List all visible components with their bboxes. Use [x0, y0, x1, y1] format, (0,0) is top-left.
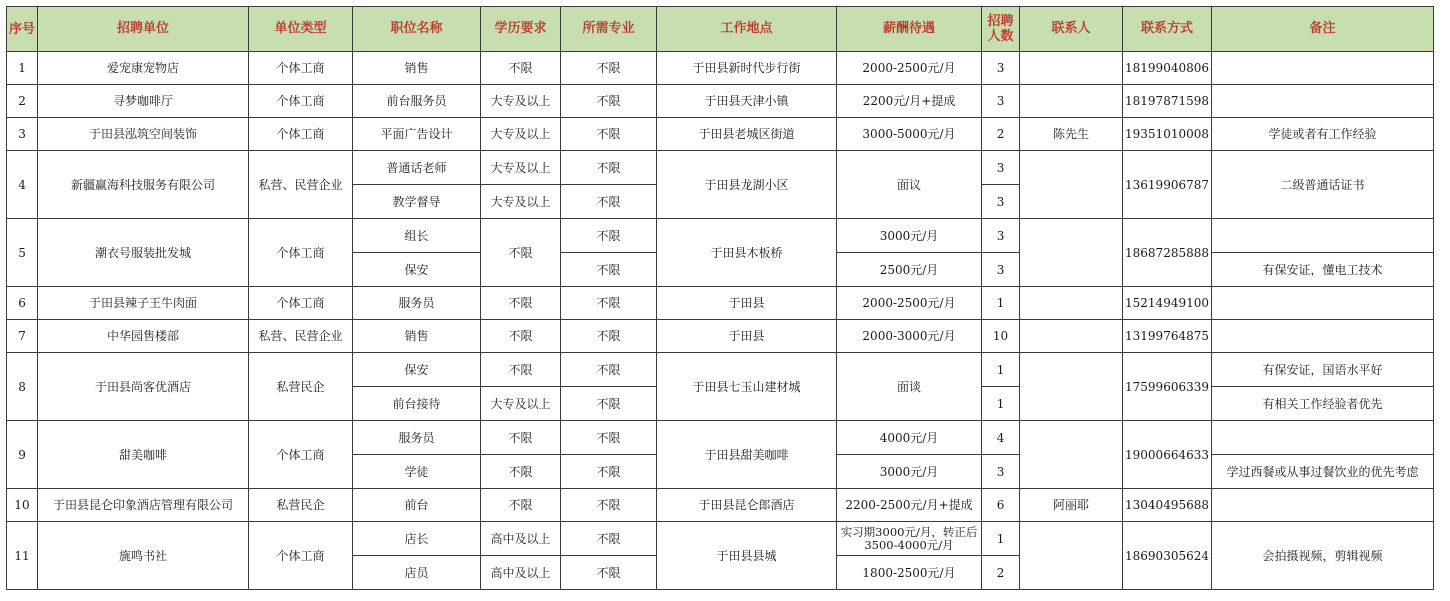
cell-position: 店员	[353, 556, 481, 590]
cell-seq: 1	[7, 52, 38, 85]
cell-contact	[1020, 287, 1123, 320]
header-position: 职位名称	[353, 7, 481, 52]
cell-count: 6	[982, 489, 1020, 522]
cell-position: 前台服务员	[353, 85, 481, 118]
cell-notes	[1212, 287, 1434, 320]
cell-phone: 13040495688	[1123, 489, 1212, 522]
cell-company: 甜美咖啡	[38, 421, 249, 489]
cell-seq: 6	[7, 287, 38, 320]
cell-education: 高中及以上	[481, 522, 561, 556]
header-count: 招聘人数	[982, 7, 1020, 52]
cell-education: 大专及以上	[481, 151, 561, 185]
cell-seq: 3	[7, 118, 38, 151]
cell-education: 不限	[481, 52, 561, 85]
cell-education: 不限	[481, 455, 561, 489]
cell-contact	[1020, 52, 1123, 85]
header-seq: 序号	[7, 7, 38, 52]
cell-notes	[1212, 219, 1434, 253]
cell-count: 3	[982, 151, 1020, 185]
cell-salary: 2000-2500元/月	[837, 52, 982, 85]
cell-major: 不限	[561, 455, 657, 489]
header-education: 学历要求	[481, 7, 561, 52]
header-contact: 联系人	[1020, 7, 1123, 52]
cell-position: 普通话老师	[353, 151, 481, 185]
cell-major: 不限	[561, 118, 657, 151]
cell-salary: 实习期3000元/月，转正后3500-4000元/月	[837, 522, 982, 556]
cell-notes	[1212, 421, 1434, 455]
cell-position: 教学督导	[353, 185, 481, 219]
cell-education: 大专及以上	[481, 118, 561, 151]
cell-phone: 19000664633	[1123, 421, 1212, 489]
cell-location: 于田县县城	[657, 522, 837, 590]
cell-count: 1	[982, 522, 1020, 556]
cell-company: 于田县昆仑印象酒店管理有限公司	[38, 489, 249, 522]
cell-location: 于田县龙湖小区	[657, 151, 837, 219]
cell-phone: 13619906787	[1123, 151, 1212, 219]
cell-notes	[1212, 489, 1434, 522]
table-row	[7, 85, 1434, 118]
cell-company: 新疆赢海科技服务有限公司	[38, 151, 249, 219]
cell-major: 不限	[561, 421, 657, 455]
cell-phone: 17599606339	[1123, 353, 1212, 421]
cell-count: 3	[982, 253, 1020, 287]
cell-position: 店长	[353, 522, 481, 556]
cell-salary: 2200元/月+提成	[837, 85, 982, 118]
cell-location: 于田县七玉山建材城	[657, 353, 837, 421]
cell-seq: 4	[7, 151, 38, 219]
cell-notes: 有保安证，国语水平好	[1212, 353, 1434, 387]
cell-major: 不限	[561, 320, 657, 353]
cell-count: 3	[982, 185, 1020, 219]
cell-education: 大专及以上	[481, 85, 561, 118]
cell-company: 寻梦咖啡厅	[38, 85, 249, 118]
cell-position: 前台接待	[353, 387, 481, 421]
cell-type: 个体工商	[249, 52, 353, 85]
cell-phone: 18197871598	[1123, 85, 1212, 118]
cell-contact	[1020, 151, 1123, 219]
cell-type: 个体工商	[249, 219, 353, 287]
header-major: 所需专业	[561, 7, 657, 52]
cell-count: 3	[982, 52, 1020, 85]
cell-salary: 1800-2500元/月	[837, 556, 982, 590]
cell-seq: 7	[7, 320, 38, 353]
cell-location: 于田县木板桥	[657, 219, 837, 287]
cell-location: 于田县	[657, 287, 837, 320]
cell-education: 不限	[481, 287, 561, 320]
cell-major: 不限	[561, 556, 657, 590]
table-row	[7, 489, 1434, 522]
cell-count: 2	[982, 118, 1020, 151]
table-row	[7, 219, 1434, 253]
cell-education: 高中及以上	[481, 556, 561, 590]
cell-position: 销售	[353, 52, 481, 85]
cell-major: 不限	[561, 287, 657, 320]
header-row	[7, 7, 1434, 52]
cell-phone: 18199040806	[1123, 52, 1212, 85]
cell-education: 不限	[481, 353, 561, 387]
cell-company: 于田县尚客优酒店	[38, 353, 249, 421]
cell-phone: 18687285888	[1123, 219, 1212, 287]
cell-contact: 陈先生	[1020, 118, 1123, 151]
cell-position: 平面广告设计	[353, 118, 481, 151]
cell-phone: 19351010008	[1123, 118, 1212, 151]
cell-type: 私营民企	[249, 353, 353, 421]
cell-salary: 面谈	[837, 353, 982, 421]
cell-type: 私营、民营企业	[249, 151, 353, 219]
cell-contact	[1020, 522, 1123, 590]
cell-count: 1	[982, 387, 1020, 421]
cell-seq: 2	[7, 85, 38, 118]
cell-major: 不限	[561, 353, 657, 387]
recruitment-table	[6, 6, 1434, 590]
cell-position: 学徒	[353, 455, 481, 489]
cell-contact	[1020, 85, 1123, 118]
table-row	[7, 320, 1434, 353]
table-row	[7, 118, 1434, 151]
header-location: 工作地点	[657, 7, 837, 52]
cell-salary: 2200-2500元/月+提成	[837, 489, 982, 522]
cell-major: 不限	[561, 489, 657, 522]
cell-major: 不限	[561, 85, 657, 118]
cell-education: 大专及以上	[481, 185, 561, 219]
cell-contact	[1020, 219, 1123, 287]
header-phone: 联系方式	[1123, 7, 1212, 52]
cell-notes: 有保安证，懂电工技术	[1212, 253, 1434, 287]
cell-notes	[1212, 320, 1434, 353]
cell-major: 不限	[561, 253, 657, 287]
cell-salary: 2000-3000元/月	[837, 320, 982, 353]
header-notes: 备注	[1212, 7, 1434, 52]
cell-salary: 4000元/月	[837, 421, 982, 455]
cell-location: 于田县昆仑郎酒店	[657, 489, 837, 522]
table-row	[7, 421, 1434, 455]
header-salary: 薪酬待遇	[837, 7, 982, 52]
cell-notes: 有相关工作经验者优先	[1212, 387, 1434, 421]
cell-location: 于田县	[657, 320, 837, 353]
cell-type: 个体工商	[249, 118, 353, 151]
cell-phone: 13199764875	[1123, 320, 1212, 353]
cell-major: 不限	[561, 219, 657, 253]
cell-salary: 2000-2500元/月	[837, 287, 982, 320]
cell-education: 不限	[481, 489, 561, 522]
cell-company: 旐鸣书社	[38, 522, 249, 590]
cell-type: 个体工商	[249, 287, 353, 320]
header-company: 招聘单位	[38, 7, 249, 52]
cell-major: 不限	[561, 151, 657, 185]
cell-notes	[1212, 85, 1434, 118]
cell-notes: 二级普通话证书	[1212, 151, 1434, 219]
cell-position: 前台	[353, 489, 481, 522]
cell-type: 私营民企	[249, 489, 353, 522]
cell-major: 不限	[561, 52, 657, 85]
cell-salary: 3000元/月	[837, 219, 982, 253]
cell-location: 于田县新时代步行街	[657, 52, 837, 85]
cell-position: 销售	[353, 320, 481, 353]
cell-count: 2	[982, 556, 1020, 590]
cell-count: 1	[982, 353, 1020, 387]
cell-count: 10	[982, 320, 1020, 353]
cell-position: 服务员	[353, 421, 481, 455]
cell-seq: 10	[7, 489, 38, 522]
cell-type: 个体工商	[249, 522, 353, 590]
cell-count: 3	[982, 219, 1020, 253]
table-row	[7, 151, 1434, 185]
cell-notes: 会拍摄视频，剪辑视频	[1212, 522, 1434, 590]
cell-company: 爱宠康宠物店	[38, 52, 249, 85]
cell-company: 于田县泓筑空间装饰	[38, 118, 249, 151]
table-row	[7, 52, 1434, 85]
cell-seq: 5	[7, 219, 38, 287]
cell-type: 私营、民营企业	[249, 320, 353, 353]
cell-education: 不限	[481, 421, 561, 455]
cell-location: 于田县天津小镇	[657, 85, 837, 118]
cell-contact	[1020, 353, 1123, 421]
cell-education: 大专及以上	[481, 387, 561, 421]
cell-count: 3	[982, 455, 1020, 489]
cell-company: 于田县辣子王牛肉面	[38, 287, 249, 320]
cell-salary: 面议	[837, 151, 982, 219]
cell-notes: 学过西餐或从事过餐饮业的优先考虑	[1212, 455, 1434, 489]
cell-salary: 2500元/月	[837, 253, 982, 287]
cell-notes: 学徒或者有工作经验	[1212, 118, 1434, 151]
cell-count: 3	[982, 85, 1020, 118]
cell-seq: 9	[7, 421, 38, 489]
cell-position: 服务员	[353, 287, 481, 320]
table-row	[7, 522, 1434, 556]
cell-notes	[1212, 52, 1434, 85]
cell-position: 保安	[353, 253, 481, 287]
cell-contact: 阿丽耶	[1020, 489, 1123, 522]
cell-type: 个体工商	[249, 421, 353, 489]
cell-major: 不限	[561, 522, 657, 556]
cell-count: 4	[982, 421, 1020, 455]
cell-phone: 15214949100	[1123, 287, 1212, 320]
cell-education: 不限	[481, 219, 561, 287]
cell-seq: 8	[7, 353, 38, 421]
cell-major: 不限	[561, 185, 657, 219]
cell-position: 保安	[353, 353, 481, 387]
header-type: 单位类型	[249, 7, 353, 52]
cell-contact	[1020, 421, 1123, 489]
cell-position: 组长	[353, 219, 481, 253]
cell-type: 个体工商	[249, 85, 353, 118]
table-row	[7, 287, 1434, 320]
cell-company: 中华园售楼部	[38, 320, 249, 353]
cell-phone: 18690305624	[1123, 522, 1212, 590]
cell-location: 于田县老城区街道	[657, 118, 837, 151]
cell-seq: 11	[7, 522, 38, 590]
cell-salary: 3000-5000元/月	[837, 118, 982, 151]
cell-salary: 3000元/月	[837, 455, 982, 489]
cell-major: 不限	[561, 387, 657, 421]
cell-contact	[1020, 320, 1123, 353]
cell-company: 潮衣号服装批发城	[38, 219, 249, 287]
cell-education: 不限	[481, 320, 561, 353]
cell-count: 1	[982, 287, 1020, 320]
cell-location: 于田县甜美咖啡	[657, 421, 837, 489]
table-row	[7, 353, 1434, 387]
